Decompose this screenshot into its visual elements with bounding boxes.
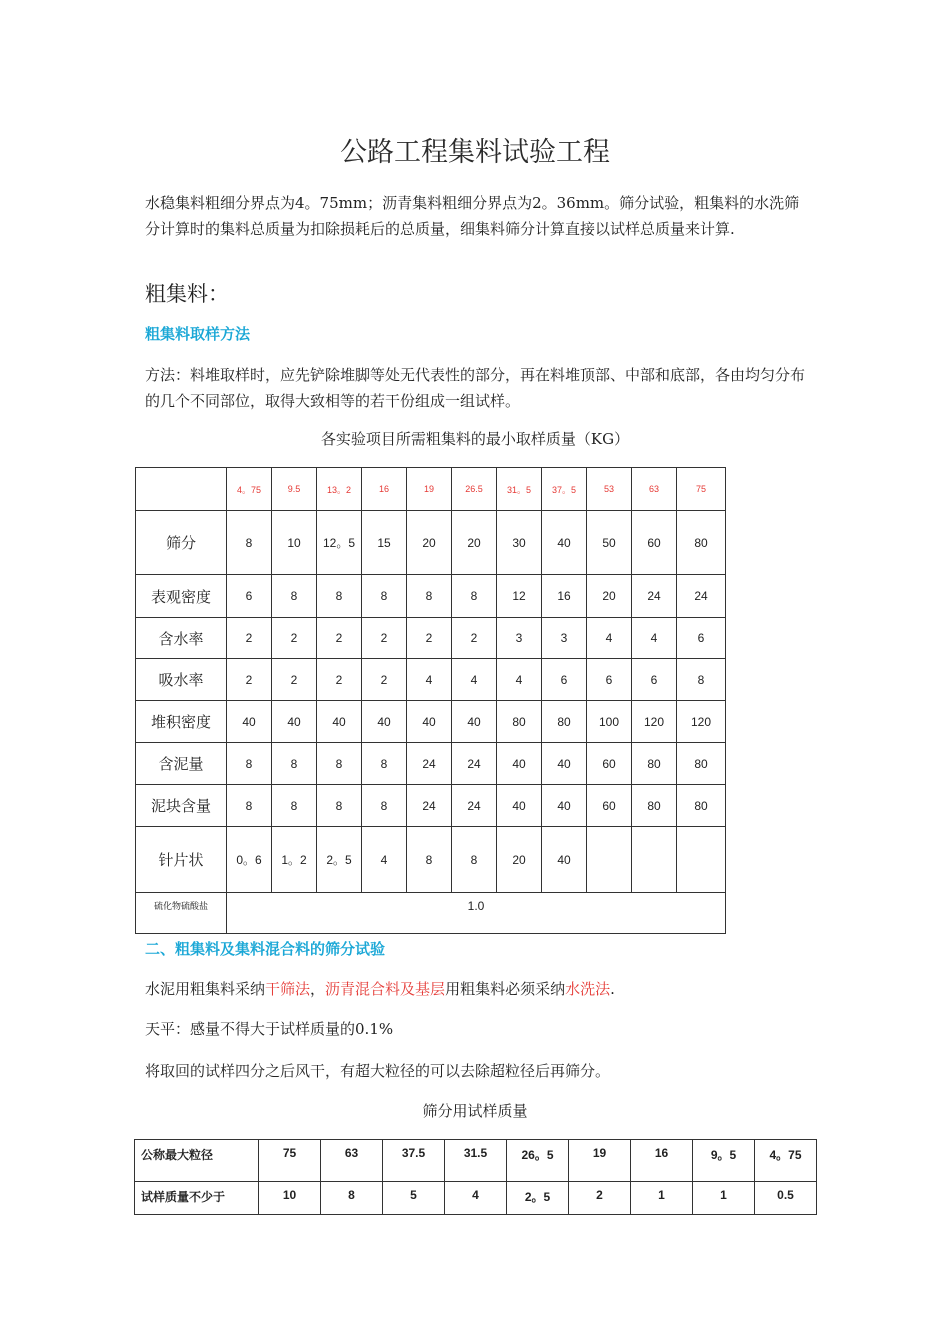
table-cell: 3 [542, 618, 587, 659]
table-cell: 8 [227, 511, 272, 575]
table-cell: 2 [272, 618, 317, 659]
table-cell: 40 [542, 785, 587, 827]
table-cell: 80 [677, 785, 726, 827]
table-cell: 40 [317, 701, 362, 743]
table-row [136, 743, 726, 785]
table-cell: 12。5 [317, 511, 362, 575]
row-label: 表观密度 [136, 575, 227, 618]
asphalt-base-highlight: 沥青混合料及基层 [325, 980, 446, 998]
table-cell: 40 [497, 743, 542, 785]
table-cell: 2 [272, 659, 317, 701]
table-cell: 20 [497, 827, 542, 893]
size-header-cell: 4。75 [227, 468, 272, 511]
table-cell: 37.5 [383, 1140, 445, 1182]
table-cell: 6 [542, 659, 587, 701]
table-cell: 0。6 [227, 827, 272, 893]
wash-sieve-highlight: 水洗法 [565, 980, 611, 998]
table-cell: 60 [587, 785, 632, 827]
table-cell: 40 [227, 701, 272, 743]
table-cell: 4。75 [755, 1140, 817, 1182]
table-cell: 2 [452, 618, 497, 659]
table-cell: 4 [587, 618, 632, 659]
table-cell: 75 [259, 1140, 321, 1182]
table-cell: 24 [407, 743, 452, 785]
table-cell: 40 [542, 511, 587, 575]
table-row [136, 659, 726, 701]
table-cell [677, 827, 726, 893]
table-cell: 2 [362, 618, 407, 659]
table-row [136, 785, 726, 827]
table-cell: 4 [452, 659, 497, 701]
row-label: 堆积密度 [136, 701, 227, 743]
sieve-method-text: 用粗集料必须采纳 [445, 980, 566, 998]
table-cell: 80 [677, 743, 726, 785]
table-cell: 4 [445, 1182, 507, 1215]
table-cell: 80 [677, 511, 726, 575]
table-cell: 40 [542, 827, 587, 893]
table-cell: 2 [407, 618, 452, 659]
table-cell: 2 [227, 618, 272, 659]
row-label: 公称最大粒径 [135, 1140, 259, 1182]
table-cell [632, 827, 677, 893]
row-label: 针片状 [136, 827, 227, 893]
table-cell: 120 [677, 701, 726, 743]
sieve-method-text: ， [310, 980, 326, 998]
table-row [136, 618, 726, 659]
table-cell: 8 [317, 785, 362, 827]
table-cell: 6 [227, 575, 272, 618]
table-cell: 10 [259, 1182, 321, 1215]
table-cell: 8 [227, 743, 272, 785]
table-cell: 2 [317, 618, 362, 659]
table-cell: 40 [452, 701, 497, 743]
table-cell: 2。5 [317, 827, 362, 893]
prep-paragraph: 将取回的试样四分之后风干，有超大粒径的可以去除超粒径后再筛分。 [145, 1062, 611, 1080]
table-cell: 6 [587, 659, 632, 701]
table-cell: 8 [452, 827, 497, 893]
table-cell: 24 [452, 743, 497, 785]
table-cell: 2。5 [507, 1182, 569, 1215]
balance-paragraph: 天平：感量不得大于试样质量的0.1% [145, 1020, 394, 1038]
row-label: 试样质量不少于 [135, 1182, 259, 1215]
size-header-cell: 13。2 [317, 468, 362, 511]
table-cell: 19 [569, 1140, 631, 1182]
table-cell: 4 [362, 827, 407, 893]
table-cell: 8 [321, 1182, 383, 1215]
table-cell: 10 [272, 511, 317, 575]
table-cell: 80 [497, 701, 542, 743]
table-cell: 1 [693, 1182, 755, 1215]
table-cell: 8 [272, 785, 317, 827]
table-cell: 2 [317, 659, 362, 701]
table-cell: 40 [542, 743, 587, 785]
table-cell: 1。2 [272, 827, 317, 893]
table-row [136, 575, 726, 618]
min-sample-mass-table [135, 467, 726, 934]
table-cell: 8 [317, 743, 362, 785]
table-cell [587, 827, 632, 893]
table-cell: 8 [317, 575, 362, 618]
table-row [136, 701, 726, 743]
table-cell: 30 [497, 511, 542, 575]
table-cell: 40 [362, 701, 407, 743]
table-cell: 4 [632, 618, 677, 659]
size-header-cell: 9.5 [272, 468, 317, 511]
table-cell: 60 [632, 511, 677, 575]
table-cell: 8 [362, 785, 407, 827]
table-cell: 31.5 [445, 1140, 507, 1182]
sieve-method-text: . [610, 980, 615, 998]
table-cell: 4 [497, 659, 542, 701]
table-cell: 100 [587, 701, 632, 743]
size-header-cell: 75 [677, 468, 726, 511]
row-label: 泥块含量 [136, 785, 227, 827]
size-header-cell: 31。5 [497, 468, 542, 511]
table-cell: 4 [407, 659, 452, 701]
table-cell: 40 [272, 701, 317, 743]
table-cell: 12 [497, 575, 542, 618]
table-cell: 9。5 [693, 1140, 755, 1182]
sampling-heading: 粗集料取样方法 [145, 325, 251, 343]
sieve-method-text: 水泥用粗集料采纳 [145, 980, 266, 998]
table-cell: 6 [677, 618, 726, 659]
table-cell: 8 [227, 785, 272, 827]
size-header-cell: 53 [587, 468, 632, 511]
table-cell: 40 [497, 785, 542, 827]
table-cell: 20 [407, 511, 452, 575]
table2-caption: 筛分用试样质量 [422, 1102, 528, 1120]
table-cell: 5 [383, 1182, 445, 1215]
row-label: 硫化物硫酸盐 [136, 893, 227, 934]
sulfide-row [136, 893, 726, 934]
intro-paragraph: 水稳集料粗细分界点为4。75mm；沥青集料粗细分界点为2。36mm。筛分试验，粗集料的水洗筛分计算时的集料总质量为扣除损耗后的总质量，细集料筛分计算直接以试样总质量来计算. [145, 194, 800, 238]
table-cell: 40 [407, 701, 452, 743]
table-cell: 20 [587, 575, 632, 618]
table-cell: 24 [677, 575, 726, 618]
table-row [136, 511, 726, 575]
table-cell: 8 [452, 575, 497, 618]
table-cell: 16 [631, 1140, 693, 1182]
table-cell: 8 [272, 743, 317, 785]
size-header-cell: 16 [362, 468, 407, 511]
table-cell: 0.5 [755, 1182, 817, 1215]
table-cell: 63 [321, 1140, 383, 1182]
table-cell: 6 [632, 659, 677, 701]
table-cell: 20 [452, 511, 497, 575]
table-cell: 8 [677, 659, 726, 701]
table-row [136, 827, 726, 893]
table-cell: 2 [569, 1182, 631, 1215]
sieve-method-paragraph [145, 976, 805, 1002]
table-cell: 80 [542, 701, 587, 743]
size-header-row [136, 468, 726, 511]
coarse-aggregate-heading: 粗集料： [145, 282, 229, 306]
size-header-cell: 63 [632, 468, 677, 511]
table-cell: 16 [542, 575, 587, 618]
page-title: 公路工程集料试验工程 [340, 137, 610, 168]
table-cell: 8 [407, 575, 452, 618]
table-cell: 24 [452, 785, 497, 827]
size-header-cell: 37。5 [542, 468, 587, 511]
table-cell: 24 [632, 575, 677, 618]
table1-caption: 各实验项目所需粗集料的最小取样质量（KG） [320, 430, 630, 448]
table-row [135, 1182, 817, 1215]
table-cell: 60 [587, 743, 632, 785]
table-cell: 120 [632, 701, 677, 743]
sampling-paragraph: 方法：料堆取样时，应先铲除堆脚等处无代表性的部分，再在料堆顶部、中部和底部，各由均匀分布的几个不同部位，取得大致相等的若干份组成一组试样。 [145, 366, 806, 410]
dry-sieve-highlight: 干筛法 [265, 980, 311, 998]
table-cell: 3 [497, 618, 542, 659]
table-cell: 2 [362, 659, 407, 701]
table-cell: 8 [272, 575, 317, 618]
size-header-cell: 26.5 [452, 468, 497, 511]
row-label: 筛分 [136, 511, 227, 575]
table-cell: 26。5 [507, 1140, 569, 1182]
sulfide-value-cell: 1.0 [227, 893, 726, 934]
table-row [135, 1140, 817, 1182]
table-cell: 80 [632, 743, 677, 785]
table-cell: 8 [362, 743, 407, 785]
sieve-sample-mass-table [134, 1139, 817, 1215]
table-cell: 50 [587, 511, 632, 575]
table-cell: 15 [362, 511, 407, 575]
table-cell: 24 [407, 785, 452, 827]
sieve-test-heading: 二、粗集料及集料混合料的筛分试验 [145, 940, 386, 958]
table-cell: 80 [632, 785, 677, 827]
table-cell: 8 [407, 827, 452, 893]
table-cell: 2 [227, 659, 272, 701]
row-label: 含泥量 [136, 743, 227, 785]
corner-cell [136, 468, 227, 511]
table-cell: 8 [362, 575, 407, 618]
table-cell: 1 [631, 1182, 693, 1215]
row-label: 含水率 [136, 618, 227, 659]
size-header-cell: 19 [407, 468, 452, 511]
row-label: 吸水率 [136, 659, 227, 701]
